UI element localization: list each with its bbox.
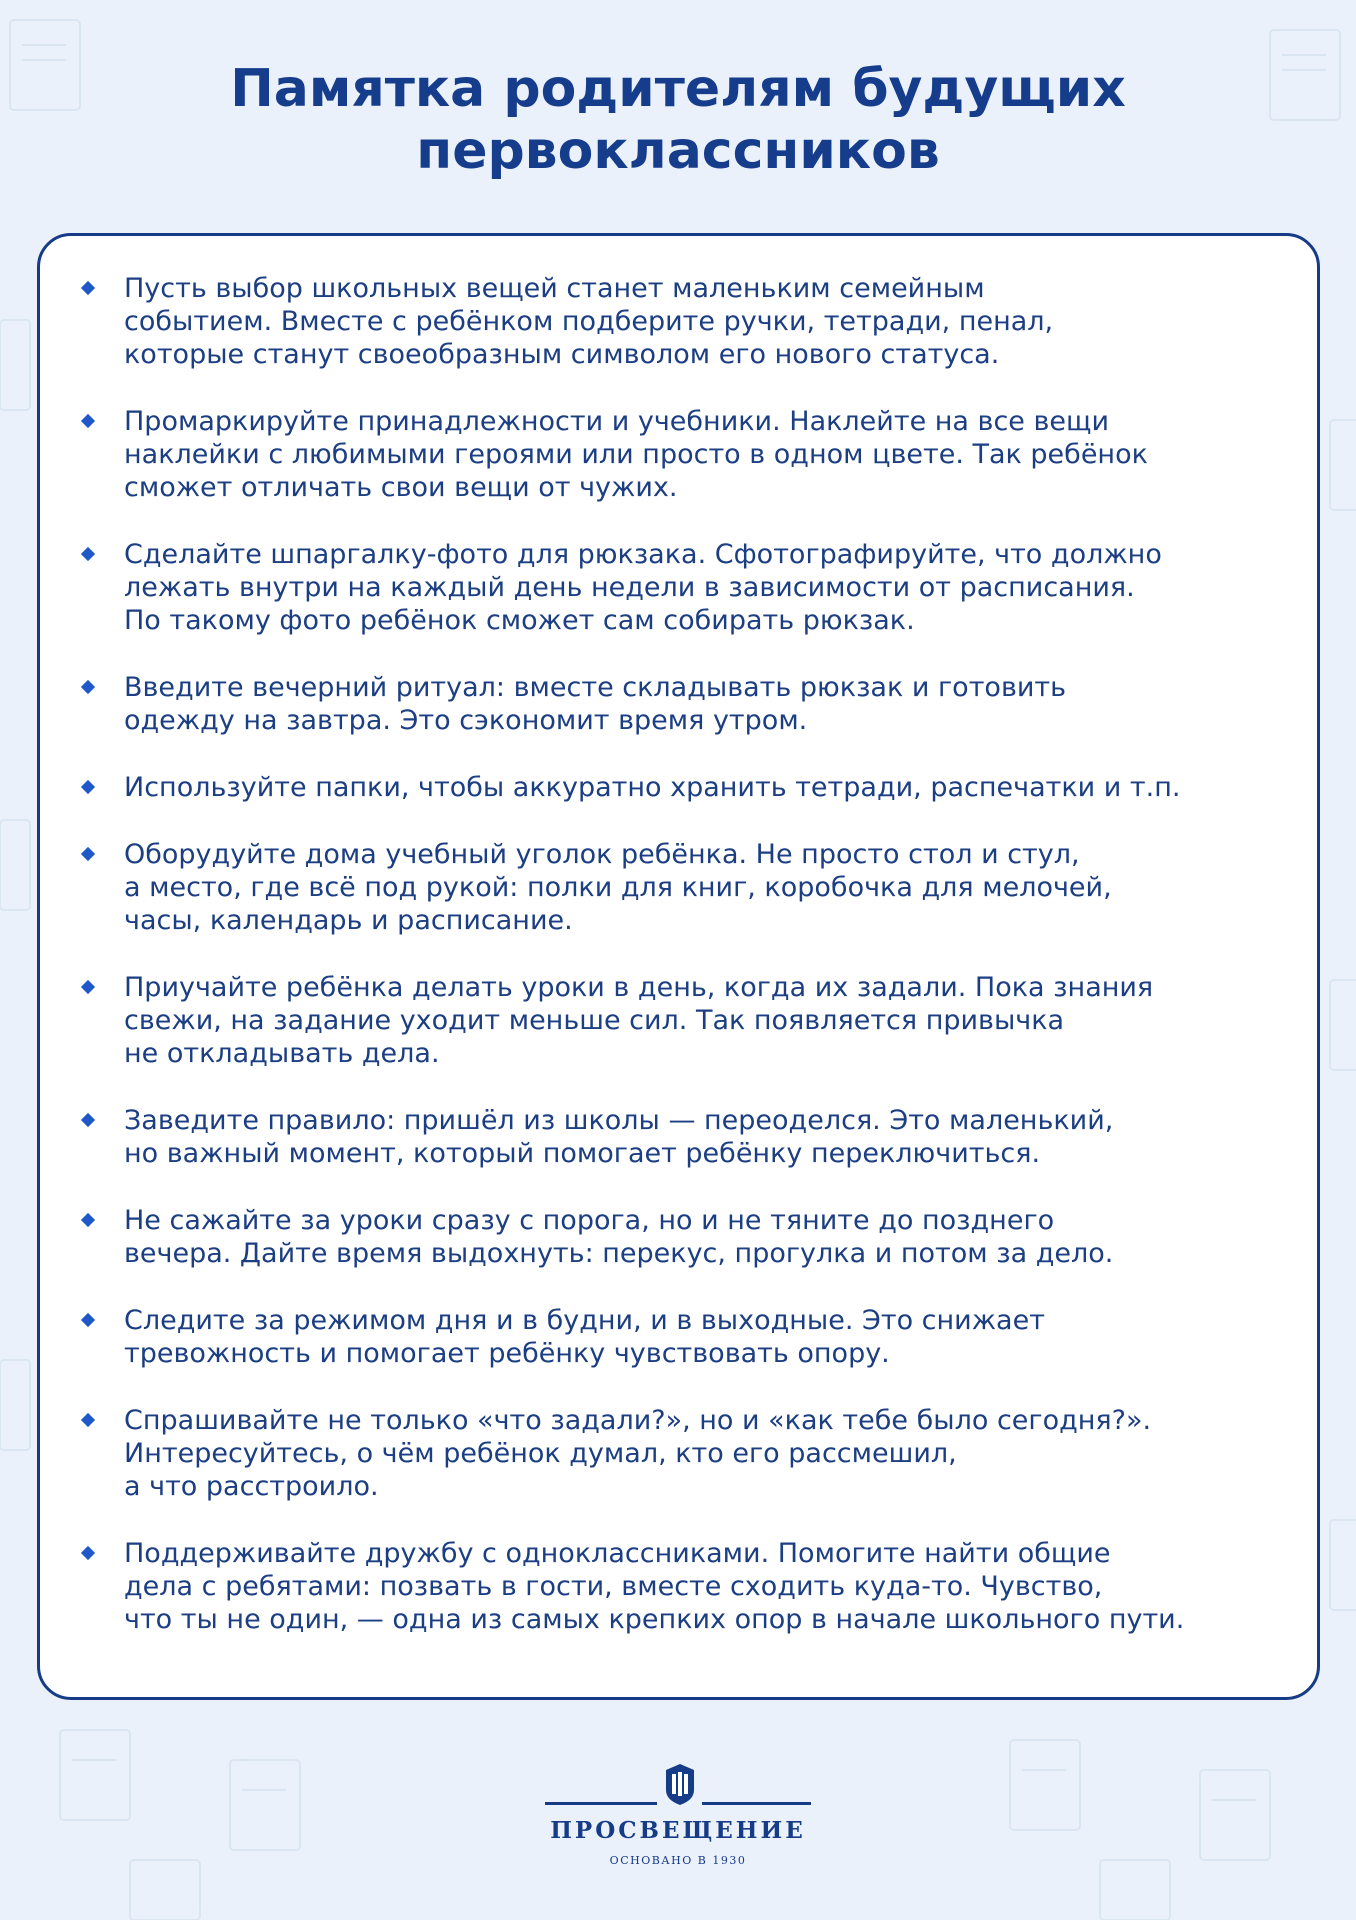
tip-text-line: Пусть выбор школьных вещей станет маленьким семейным — [124, 273, 985, 304]
tip-text-line: событием. Вместе с ребёнком подберите ручки, тетради, пенал, — [124, 306, 1054, 337]
tip-text-line: Следите за режимом дня и в будни, и в выходные. Это снижает — [124, 1305, 1045, 1336]
tip-text-line: но важный момент, который помогает ребёнку переключиться. — [124, 1138, 1041, 1169]
diamond-bullet-icon — [81, 847, 95, 861]
diamond-bullet-icon — [81, 1546, 95, 1560]
tip-text-line: что ты не один, — одна из самых крепких опор в начале школьного пути. — [124, 1604, 1185, 1635]
tip-text-line: которые станут своеобразным символом его нового статуса. — [124, 339, 1000, 370]
diamond-bullet-icon — [81, 547, 95, 561]
diamond-bullet-icon — [81, 980, 95, 994]
diamond-bullet-icon — [81, 680, 95, 694]
diamond-bullet-icon — [81, 281, 95, 295]
diamond-bullet-icon — [81, 1413, 95, 1427]
logo-line-right — [702, 1802, 811, 1805]
logo-line-left — [545, 1802, 657, 1805]
tip-text-line: а что расстроило. — [124, 1471, 379, 1502]
logo-subtitle: ОСНОВАНО В 1930 — [609, 1854, 747, 1867]
tip-text-line: Введите вечерний ритуал: вместе складывать рюкзак и готовить — [124, 672, 1067, 703]
diamond-bullet-icon — [81, 780, 95, 794]
page-title-line-2: первоклассников — [416, 121, 940, 181]
tip-item — [40, 838, 1277, 937]
tips-list — [40, 236, 1317, 1636]
tip-item — [40, 1537, 1277, 1636]
tip-text-line: вечера. Дайте время выдохнуть: перекус, прогулка и потом за дело. — [124, 1238, 1114, 1269]
tip-item — [40, 1204, 1277, 1270]
diamond-bullet-icon — [81, 1113, 95, 1127]
publisher-logo — [0, 1762, 1356, 1867]
tip-text-line: а место, где всё под рукой: полки для книг, коробочка для мелочей, — [124, 872, 1112, 903]
tip-item — [40, 538, 1277, 637]
tips-card — [37, 233, 1320, 1700]
tip-item — [40, 1404, 1277, 1503]
tip-text-line: Оборудуйте дома учебный уголок ребёнка. Не просто стол и стул, — [124, 839, 1080, 870]
tip-text-line: тревожность и помогает ребёнку чувствовать опору. — [124, 1338, 890, 1369]
tip-text-line: Не сажайте за уроки сразу с порога, но и не тяните до позднего — [124, 1205, 1055, 1236]
tip-text-line: Спрашивайте не только «что задали?», но и «как тебе было сегодня?». — [124, 1405, 1152, 1436]
tip-text-line: Поддерживайте дружбу с одноклассниками. Помогите найти общие — [124, 1538, 1111, 1569]
tip-item — [40, 272, 1277, 371]
diamond-bullet-icon — [81, 1313, 95, 1327]
tip-item — [40, 1104, 1277, 1170]
tip-text-line: По такому фото ребёнок сможет сам собирать рюкзак. — [124, 605, 915, 636]
page-title-line-1: Памятка родителям будущих — [230, 59, 1126, 119]
tip-text-line: наклейки с любимыми героями или просто в одном цвете. Так ребёнок — [124, 439, 1148, 470]
diamond-bullet-icon — [81, 414, 95, 428]
tip-item — [40, 405, 1277, 504]
tip-item — [40, 771, 1277, 804]
tip-text-line: лежать внутри на каждый день недели в зависимости от расписания. — [124, 572, 1135, 603]
tip-text-line: не откладывать дела. — [124, 1038, 440, 1069]
tip-text-line: свежи, на задание уходит меньше сил. Так появляется привычка — [124, 1005, 1065, 1036]
tip-text-line: одежду на завтра. Это сэкономит время утром. — [124, 705, 808, 736]
tip-text-line: Используйте папки, чтобы аккуратно хранить тетради, распечатки и т.п. — [124, 772, 1181, 803]
tip-text-line: часы, календарь и расписание. — [124, 905, 573, 936]
page-title — [0, 58, 1356, 182]
tip-text-line: Приучайте ребёнка делать уроки в день, когда их задали. Пока знания — [124, 972, 1154, 1003]
tip-item — [40, 971, 1277, 1070]
tip-text-line: сможет отличать свои вещи от чужих. — [124, 472, 678, 503]
tip-text-line: Заведите правило: пришёл из школы — переоделся. Это маленький, — [124, 1105, 1114, 1136]
tip-text-line: дела с ребятами: позвать в гости, вместе сходить куда-то. Чувство, — [124, 1571, 1103, 1602]
logo-emblem-icon — [663, 1762, 697, 1806]
logo-name: ПРОСВЕЩЕНИЕ — [550, 1817, 806, 1844]
diamond-bullet-icon — [81, 1213, 95, 1227]
tip-item — [40, 1304, 1277, 1370]
tip-text-line: Интересуйтесь, о чём ребёнок думал, кто его рассмешил, — [124, 1438, 957, 1469]
tip-text-line: Сделайте шпаргалку-фото для рюкзака. Сфотографируйте, что должно — [124, 539, 1162, 570]
tip-item — [40, 671, 1277, 737]
tip-text-line: Промаркируйте принадлежности и учебники. Наклейте на все вещи — [124, 406, 1109, 437]
